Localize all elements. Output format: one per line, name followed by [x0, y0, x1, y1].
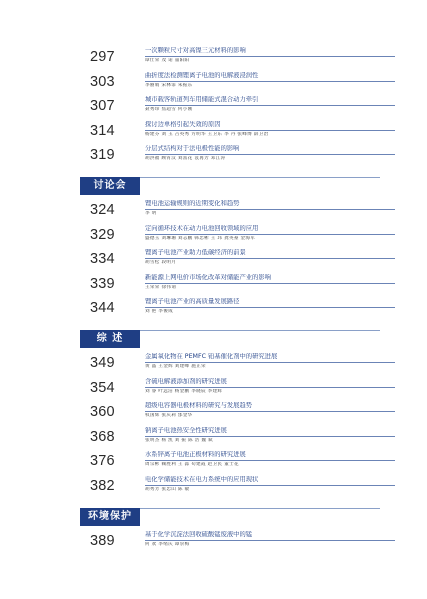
page-number: 324 — [90, 201, 115, 218]
article-authors: 刘 睿 叶远洁 杨金鹏 李晓辰 李建辉 — [145, 388, 223, 394]
title-underline — [145, 81, 395, 82]
article-authors: 谭仕荣 茂 诺 董阳阳 — [145, 58, 190, 63]
article-authors: 杨建芬 刘 玉 占英秀 方明华 王卫东 李 丹 张峰博 薛卫治 — [145, 131, 269, 137]
title-underline — [145, 234, 395, 235]
title-underline — [145, 436, 395, 437]
toc-entry[interactable] — [90, 475, 390, 500]
toc-entry[interactable] — [90, 352, 390, 377]
page-number: 297 — [90, 49, 115, 65]
section-label: 环境保护 — [80, 508, 140, 526]
toc-section-discussion — [90, 199, 390, 322]
title-underline — [145, 540, 395, 541]
section-header-environment — [80, 508, 380, 526]
title-underline — [145, 387, 395, 388]
article-title[interactable]: 定向循环技术在动力电池回收领域的应用 — [145, 224, 259, 232]
article-title[interactable]: 含硫电解液添加剂的研究进展 — [145, 377, 227, 385]
article-title[interactable]: 曲折度法检测锂离子电池的电解液浸润性 — [145, 71, 259, 79]
article-authors: 李丽娟 宋林霏 朱振东 — [145, 82, 193, 88]
article-authors: 刘 艳 李俊成 — [145, 309, 173, 315]
toc-entry[interactable] — [90, 530, 390, 555]
toc-entry[interactable] — [90, 199, 390, 224]
title-underline — [145, 362, 395, 363]
section-header-review — [80, 330, 380, 348]
toc-entry[interactable] — [90, 71, 390, 96]
toc-entry[interactable] — [90, 450, 390, 475]
article-authors: 何 欢 李绪庆 谭崇梅 — [145, 541, 190, 547]
article-authors: 周宗彬 赖胜利 王 淼 苟建霞 赵卫民 董士花 — [145, 462, 239, 468]
article-title[interactable]: 新能源上网电价市场化改革对储能产业的影响 — [145, 273, 271, 281]
title-underline — [145, 485, 395, 486]
page-number: 376 — [90, 453, 115, 470]
article-authors: 张明杰 杨 凯 刘 振 陈 浩 魏 斌 — [145, 437, 213, 443]
article-title[interactable]: 城市载客轨道列车用储能式混合动力牵引 — [145, 96, 259, 104]
page-number: 303 — [90, 73, 115, 90]
page-number: 329 — [90, 226, 115, 243]
article-title[interactable]: 电化学储能技术在电力系统中的应用现状 — [145, 475, 259, 483]
toc-entry[interactable] — [90, 144, 390, 169]
toc-entry[interactable] — [90, 95, 390, 120]
toc-entry[interactable] — [90, 273, 390, 298]
article-authors: 胡雪松 段明月 — [145, 260, 177, 266]
toc-section-untitled — [90, 46, 390, 169]
article-title[interactable]: 基于化学沉淀法回收硫酸锰废液中的锰 — [145, 530, 253, 538]
article-title[interactable]: 水系锌离子电池正极材料的研究进展 — [145, 451, 246, 459]
toc-entry[interactable] — [90, 224, 390, 249]
page-number: 389 — [90, 532, 115, 549]
page-number: 382 — [90, 477, 115, 494]
page-number: 349 — [90, 354, 115, 371]
article-title[interactable]: 超级电容器电极材料的研究与发展趋势 — [145, 402, 253, 410]
article-title[interactable]: 锂电池运输规则的近期变化和趋势 — [145, 199, 240, 207]
section-label: 综 述 — [80, 330, 140, 348]
article-authors: 盛德玉 刘琳珊 刘志鹏 韩忠彬 王 玮 龚英豪 金海军 — [145, 235, 256, 241]
page-number: 368 — [90, 428, 115, 445]
title-underline — [145, 154, 395, 155]
article-title[interactable]: 钠离子电池热安全性研究进展 — [145, 426, 227, 434]
toc-entry[interactable] — [90, 46, 390, 71]
toc-entry[interactable] — [90, 120, 390, 145]
toc-section-environment — [90, 530, 390, 555]
article-title[interactable]: 锂离子电池产业的高质量发展路径 — [145, 298, 240, 306]
title-underline — [145, 283, 395, 284]
toc-entry[interactable] — [90, 426, 390, 451]
article-authors: 聂秀珍 焦超雪 何小刚 — [145, 107, 193, 113]
title-underline — [145, 411, 395, 412]
toc-entry[interactable] — [90, 248, 390, 273]
title-underline — [145, 105, 395, 106]
toc-section-review — [90, 352, 390, 500]
section-header-discussion — [80, 177, 380, 195]
title-underline — [145, 258, 395, 259]
title-underline — [145, 209, 395, 210]
page-number: 339 — [90, 275, 115, 292]
toc-entry[interactable] — [90, 377, 390, 402]
title-underline — [145, 130, 395, 131]
page-number: 319 — [90, 147, 115, 164]
article-title[interactable]: 一次颗粒尺寸对高镍三元材料的影响 — [145, 47, 246, 54]
article-title[interactable]: 锂离子电池产业助力低碳经济的前景 — [145, 249, 246, 257]
section-label: 讨论会 — [80, 177, 140, 195]
page-number: 307 — [90, 98, 115, 115]
page-number: 344 — [90, 300, 115, 317]
title-underline — [145, 460, 395, 461]
article-authors: 胡洪福 顾宵汉 刘富花 袁再芳 邓江涛 — [145, 156, 226, 162]
title-underline — [145, 56, 395, 57]
article-authors: 李 明 — [145, 210, 157, 216]
page-number: 314 — [90, 122, 115, 139]
article-authors: 胡秀芳 张忠山 陈 敏 — [145, 486, 190, 492]
article-title[interactable]: 金属氧化物在 PEMFC 铂基催化剂中的研究进展 — [145, 352, 278, 360]
article-title[interactable]: 分层式结构对于法电极性能的影响 — [145, 145, 240, 153]
page-number: 354 — [90, 379, 115, 396]
toc-entry[interactable] — [90, 297, 390, 322]
page-number: 334 — [90, 251, 115, 268]
article-title[interactable]: 探讨边单格引起失效的原因 — [145, 120, 221, 128]
article-authors: 王荣荣 徐伟谓 — [145, 284, 177, 290]
page-number: 360 — [90, 404, 115, 421]
article-authors: 权国辉 张庆莉 邰金华 — [145, 413, 193, 419]
title-underline — [145, 307, 395, 308]
article-authors: 黄 晶 王金辉 刘建峰 施正荣 — [145, 363, 206, 369]
toc-entry[interactable] — [90, 401, 390, 426]
